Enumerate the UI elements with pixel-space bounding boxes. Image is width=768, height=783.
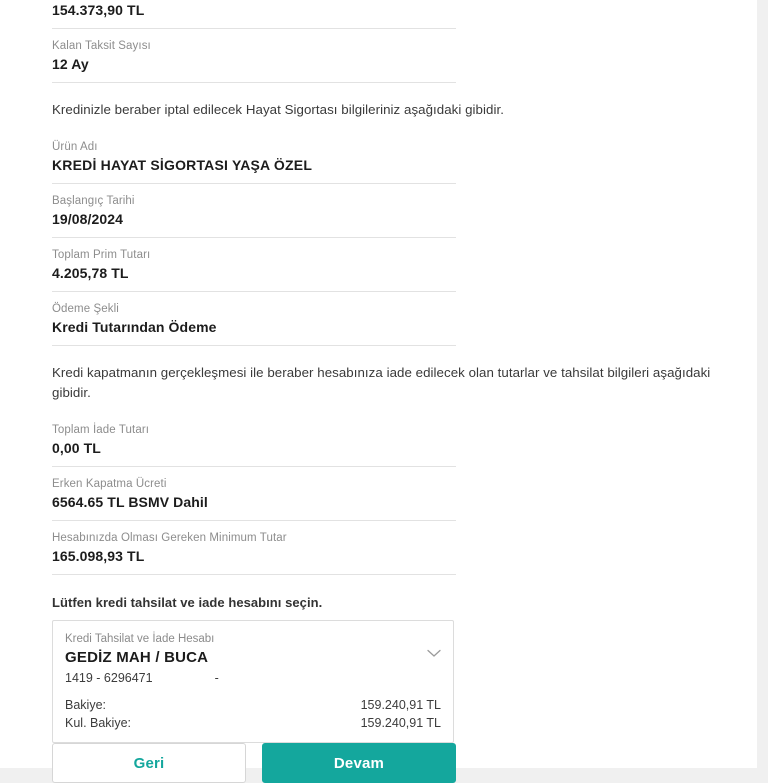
available-balance-amount: 159.240,91 TL <box>360 716 441 730</box>
field-value: 12 Ay <box>52 56 89 72</box>
account-selector[interactable] <box>52 620 454 743</box>
field-value: Kredi Tutarından Ödeme <box>52 319 217 335</box>
field-row-kalan-taksit-sayisi <box>52 29 456 83</box>
scroll-gutter[interactable] <box>757 0 768 768</box>
field-value: 154.373,90 TL <box>52 2 145 18</box>
field-value: 0,00 TL <box>52 440 101 456</box>
field-row-toplam-iade-tutari <box>52 413 456 467</box>
balance-amount: 159.240,91 TL <box>360 698 441 712</box>
action-buttons <box>52 743 456 783</box>
field-row <box>52 0 456 29</box>
field-row-toplam-prim-tutari <box>52 238 456 292</box>
available-balance-label: Kul. Bakiye: <box>65 716 132 730</box>
field-label: Ürün Adı <box>52 141 98 153</box>
account-balances <box>65 696 441 732</box>
field-label: Hesabınızda Olması Gereken Minimum Tutar <box>52 532 287 544</box>
field-label: Ödeme Şekli <box>52 303 119 315</box>
field-value: 4.205,78 TL <box>52 265 129 281</box>
field-row-minimum-tutar <box>52 521 456 575</box>
field-row-baslangic-tarihi <box>52 184 456 238</box>
account-number: 1419 - 6296471 <box>65 671 153 685</box>
account-number-line <box>65 669 441 688</box>
field-value: 19/08/2024 <box>52 211 124 227</box>
field-row-odeme-sekli <box>52 292 456 346</box>
field-value: 165.098,93 TL <box>52 548 145 564</box>
field-label: Toplam Prim Tutarı <box>52 249 151 261</box>
available-balance-row <box>65 714 441 732</box>
field-row-erken-kapatma-ucreti <box>52 467 456 521</box>
balance-row <box>65 696 441 714</box>
account-name: GEDİZ MAH / BUCA <box>65 649 209 666</box>
field-value: KREDİ HAYAT SİGORTASI YAŞA ÖZEL <box>52 157 313 173</box>
field-row-urun-adi <box>52 130 456 184</box>
account-label: Kredi Tahsilat ve İade Hesabı <box>65 633 215 645</box>
refund-info-paragraph: Kredi kapatmanın gerçekleşmesi ile beraber hesabınıza iade edilecek olan tutarlar ve tahsilat bilgileri aşağıdaki gibidir. <box>52 365 711 400</box>
account-number-suffix: - <box>214 671 219 685</box>
chevron-down-icon[interactable] <box>427 649 441 658</box>
field-label: Kalan Taksit Sayısı <box>52 40 151 52</box>
field-label: Başlangıç Tarihi <box>52 195 135 207</box>
field-label: Toplam İade Tutarı <box>52 424 150 436</box>
continue-button[interactable]: Devam <box>262 743 456 783</box>
insurance-info-paragraph: Kredinizle beraber iptal edilecek Hayat Sigortası bilgileriniz aşağıdaki gibidir. <box>52 102 504 117</box>
account-select-note: Lütfen kredi tahsilat ve iade hesabını seçin. <box>52 595 323 610</box>
form-content <box>52 0 744 743</box>
field-label: Erken Kapatma Ücreti <box>52 478 167 490</box>
balance-label: Bakiye: <box>65 698 106 712</box>
back-button[interactable]: Geri <box>52 743 246 783</box>
field-value: 6564.65 TL BSMV Dahil <box>52 494 208 510</box>
